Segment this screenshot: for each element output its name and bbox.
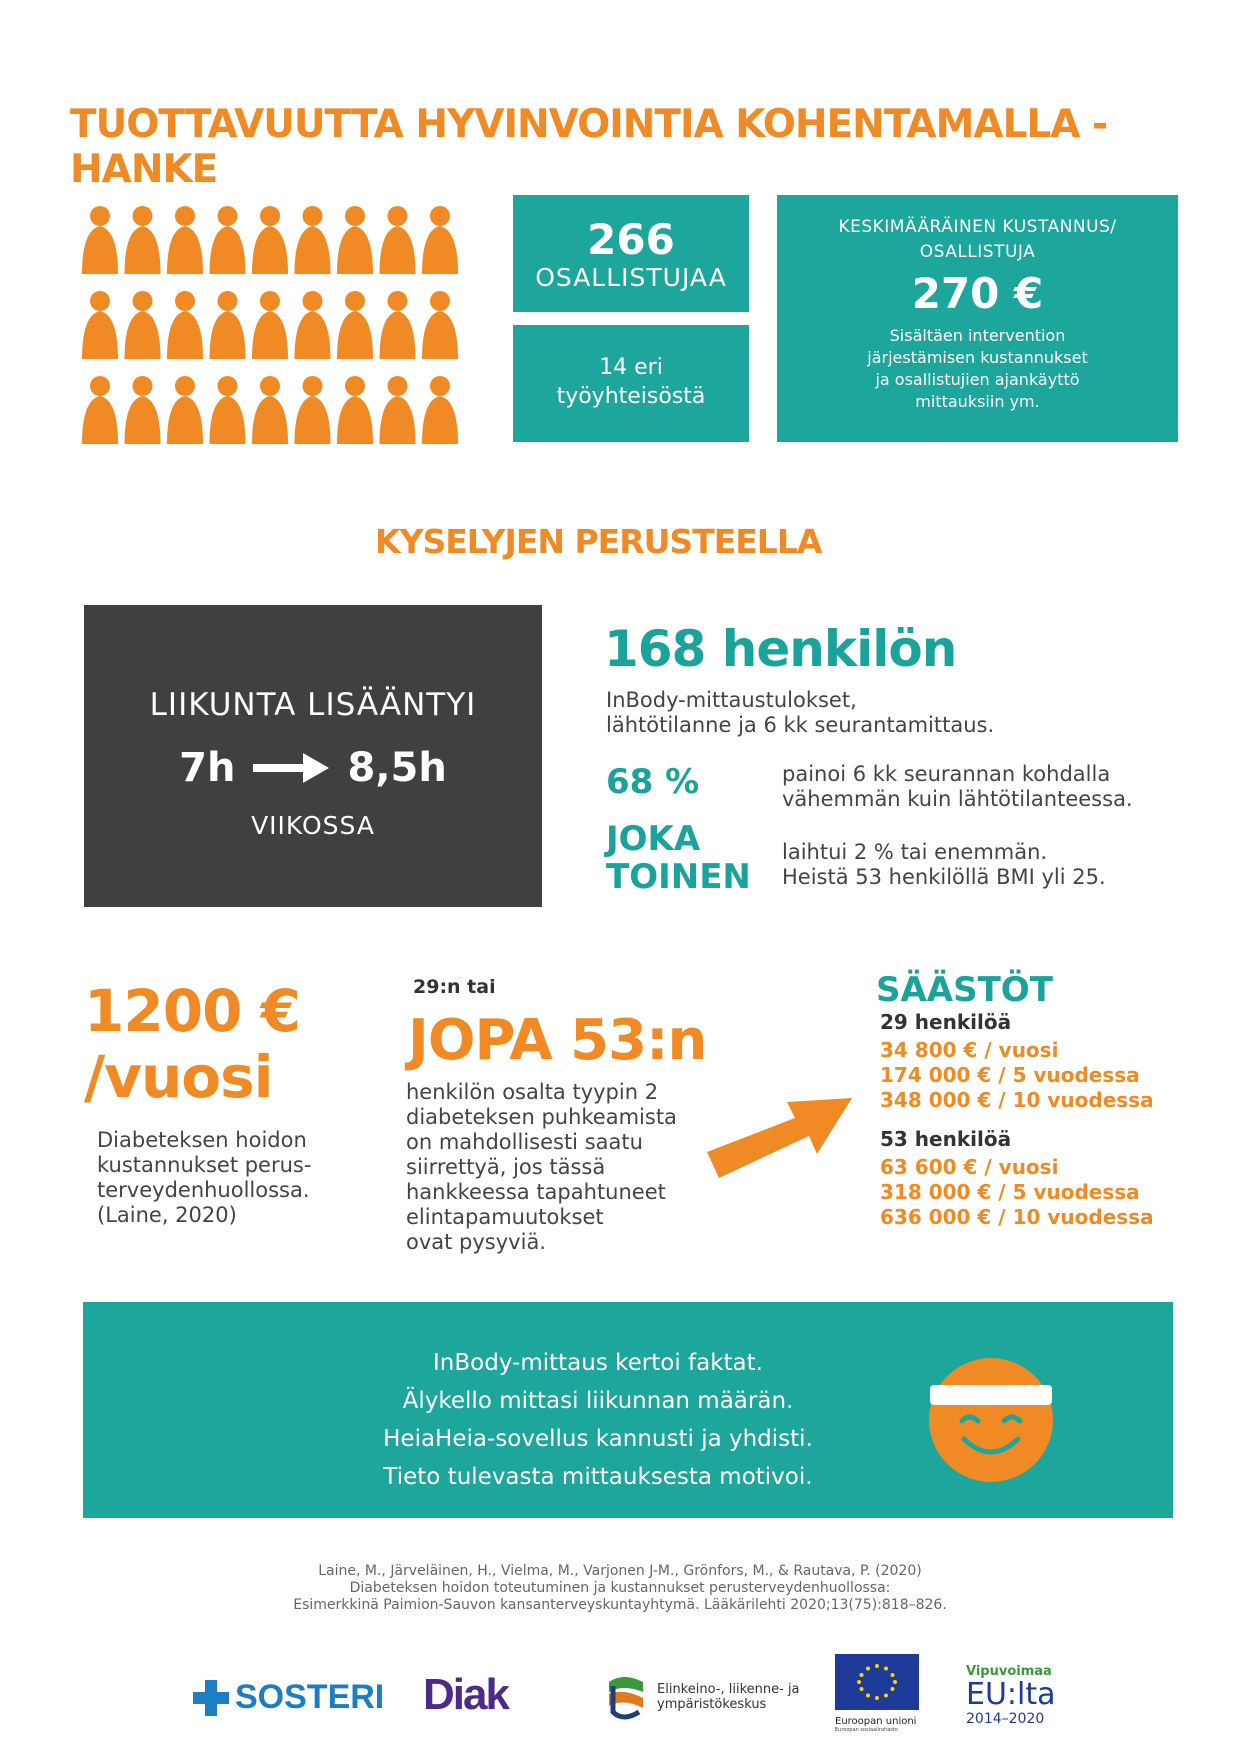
prevention-line: on mahdollisesti saatu (406, 1130, 643, 1154)
prevention-line: ovat pysyviä. (406, 1230, 546, 1254)
person-icon (82, 376, 118, 444)
vipu-line3: 2014–2020 (966, 1711, 1045, 1727)
ely-emblem-icon (603, 1672, 649, 1722)
person-icon (380, 291, 416, 359)
person-icon (295, 376, 331, 444)
banner-line: Tieto tulevasta mittauksesta motivoi. (383, 1464, 813, 1490)
prevention-line: elintapamuutokset (406, 1205, 604, 1229)
person-icon (210, 206, 246, 274)
person-icon (167, 376, 203, 444)
stat2-line1: laihtui 2 % tai enemmän. (782, 840, 1048, 864)
diabetes-cost-line1: 1200 € (84, 977, 300, 1045)
stat1-line1: painoi 6 kk seurannan kohdalla (782, 762, 1111, 786)
person-icon (295, 291, 331, 359)
participants-box (513, 195, 749, 312)
inbody-line1: InBody-mittaustulokset, (606, 688, 857, 712)
diabetes-cost-line2: /vuosi (84, 1043, 273, 1111)
section-subtitle: KYSELYJEN PERUSTEELLA (375, 522, 822, 561)
reference-line1: Laine, M., Järveläinen, H., Vielma, M., Varjonen J-M., Grönfors, M., & Rautava, P. (2020) (318, 1563, 922, 1579)
prevention-line: diabeteksen puhkeamista (406, 1105, 677, 1129)
person-icon (167, 291, 203, 359)
sosteri-text: SOSTERI (235, 1678, 385, 1716)
exercise-from: 7h (179, 745, 236, 791)
arrow-right-icon (253, 753, 329, 783)
stat1-text (782, 762, 1133, 812)
person-icon (125, 206, 161, 274)
stat2-line2: Heistä 53 henkilöllä BMI yli 25. (782, 865, 1106, 889)
participants-label: OSALLISTUJAA (535, 263, 727, 292)
ely-line1: Elinkeino-, liikenne- ja (657, 1682, 800, 1697)
eu-line2: Euroopan sosiaalirahasto (835, 1727, 898, 1733)
person-icon (82, 206, 118, 274)
stat2-value (606, 820, 751, 896)
eu-flag-icon (835, 1654, 919, 1710)
eu-logo (835, 1654, 919, 1733)
savings-value: 636 000 € / 10 vuodessa (880, 1205, 1154, 1229)
diabetes-cost-text (97, 1128, 311, 1228)
ely-text (657, 1682, 800, 1712)
person-icon (252, 291, 288, 359)
savings-value: 318 000 € / 5 vuodessa (880, 1180, 1140, 1204)
person-icon (337, 376, 373, 444)
ely-line2: ympäristökeskus (657, 1697, 767, 1712)
people-icon-grid (82, 196, 462, 446)
inbody-description (606, 688, 994, 738)
diabetes-text-line4: (Laine, 2020) (97, 1203, 237, 1227)
stat1-value: 68 % (606, 762, 700, 802)
person-icon (337, 291, 373, 359)
stat2-value-line2: TOINEN (606, 857, 751, 897)
person-icon (422, 376, 458, 444)
banner-line: HeiaHeia-sovellus kannusti ja yhdisti. (383, 1426, 813, 1452)
person-icon (295, 206, 331, 274)
cost-note (777, 325, 1178, 413)
savings-value: 174 000 € / 5 vuodessa (880, 1063, 1140, 1087)
cost-note-line2: järjestämisen kustannukset (867, 348, 1088, 367)
cost-note-line3: ja osallistujien ajankäyttö (875, 370, 1080, 389)
person-icon (210, 291, 246, 359)
smiley-face-icon (926, 1355, 1056, 1485)
person-icon (252, 206, 288, 274)
diabetes-cost-value (84, 978, 300, 1110)
person-icon (422, 206, 458, 274)
person-icon (380, 206, 416, 274)
banner-text (383, 1344, 813, 1496)
workplaces-line1: 14 eri (599, 355, 663, 380)
exercise-box (84, 605, 542, 907)
prevention-line: henkilön osalta tyypin 2 (406, 1080, 659, 1104)
prevention-big: JOPA 53:n (408, 1008, 707, 1073)
sosteri-logo (193, 1678, 384, 1717)
exercise-change (84, 745, 542, 791)
poster-title: TUOTTAVUUTTA HYVINVOINTIA KOHENTAMALLA -HANKE (70, 102, 1108, 192)
exercise-to: 8,5h (347, 745, 447, 791)
summary-banner (83, 1302, 1173, 1518)
exercise-unit: VIIKOSSA (251, 811, 375, 840)
vipuvoimaa-logo (966, 1664, 1056, 1727)
inbody-line2: lähtötilanne ja 6 kk seurantamittaus. (606, 713, 995, 737)
reference (240, 1563, 1000, 1614)
savings-group1: 29 henkilöä (880, 1010, 1012, 1034)
diak-logo: Diak (423, 1670, 508, 1719)
savings-title: SÄÄSTÖT (876, 970, 1053, 1010)
person-icon (380, 376, 416, 444)
person-icon (422, 291, 458, 359)
person-icon (82, 291, 118, 359)
person-icon (252, 376, 288, 444)
cost-header (777, 215, 1178, 265)
person-icon (125, 291, 161, 359)
vipu-line2: EU:lta (966, 1677, 1056, 1712)
participants-count: 266 (587, 215, 675, 264)
person-icon (167, 206, 203, 274)
banner-line: Älykello mittasi liikunnan määrän. (402, 1388, 794, 1414)
prevention-small: 29:n tai (413, 976, 496, 998)
diabetes-text-line3: terveydenhuollossa. (97, 1178, 310, 1202)
ely-logo (603, 1672, 800, 1722)
cost-note-line1: Sisältäen intervention (889, 326, 1066, 345)
exercise-title: LIIKUNTA LISÄÄNTYI (149, 687, 477, 723)
eu-line1: Euroopan unioni (835, 1716, 917, 1727)
plus-icon (193, 1680, 229, 1716)
cost-header-line1: KESKIMÄÄRÄINEN KUSTANNUS/ (838, 217, 1117, 237)
reference-line2: Diabeteksen hoidon toteutuminen ja kustannukset perusterveydenhuollossa: (349, 1580, 891, 1596)
stat2-text (782, 840, 1106, 890)
cost-note-line4: mittauksiin ym. (915, 392, 1040, 411)
savings-value: 63 600 € / vuosi (880, 1155, 1059, 1179)
savings-value: 34 800 € / vuosi (880, 1038, 1059, 1062)
reference-line3: Esimerkkinä Paimion-Sauvon kansanterveyskuntayhtymä. Lääkärilehti 2020;13(75):818–826. (293, 1597, 947, 1613)
prevention-line: hankkeessa tapahtuneet (406, 1180, 666, 1204)
inbody-headline: 168 henkilön (604, 620, 957, 678)
cost-box (777, 195, 1178, 442)
person-icon (125, 376, 161, 444)
diabetes-text-line1: Diabeteksen hoidon (97, 1128, 307, 1152)
workplaces-line2: työyhteisöstä (556, 384, 706, 409)
arrow-up-right-icon (707, 1090, 852, 1180)
savings-value: 348 000 € / 10 vuodessa (880, 1088, 1154, 1112)
cost-header-line2: OSALLISTUJA (919, 242, 1036, 262)
workplaces-box (513, 325, 749, 442)
vipu-line1: Vipuvoimaa (966, 1664, 1052, 1679)
person-icon (210, 376, 246, 444)
logo-row (0, 1648, 1240, 1738)
diabetes-text-line2: kustannukset perus- (97, 1153, 312, 1177)
banner-line: InBody-mittaus kertoi faktat. (433, 1350, 763, 1376)
cost-value: 270 € (911, 269, 1044, 318)
savings-group2: 53 henkilöä (880, 1127, 1012, 1151)
person-icon (337, 206, 373, 274)
prevention-line: siirrettyä, jos tässä (406, 1155, 606, 1179)
stat2-value-line1: JOKA (606, 819, 701, 859)
stat1-line2: vähemmän kuin lähtötilanteessa. (782, 787, 1133, 811)
prevention-text (406, 1080, 677, 1255)
